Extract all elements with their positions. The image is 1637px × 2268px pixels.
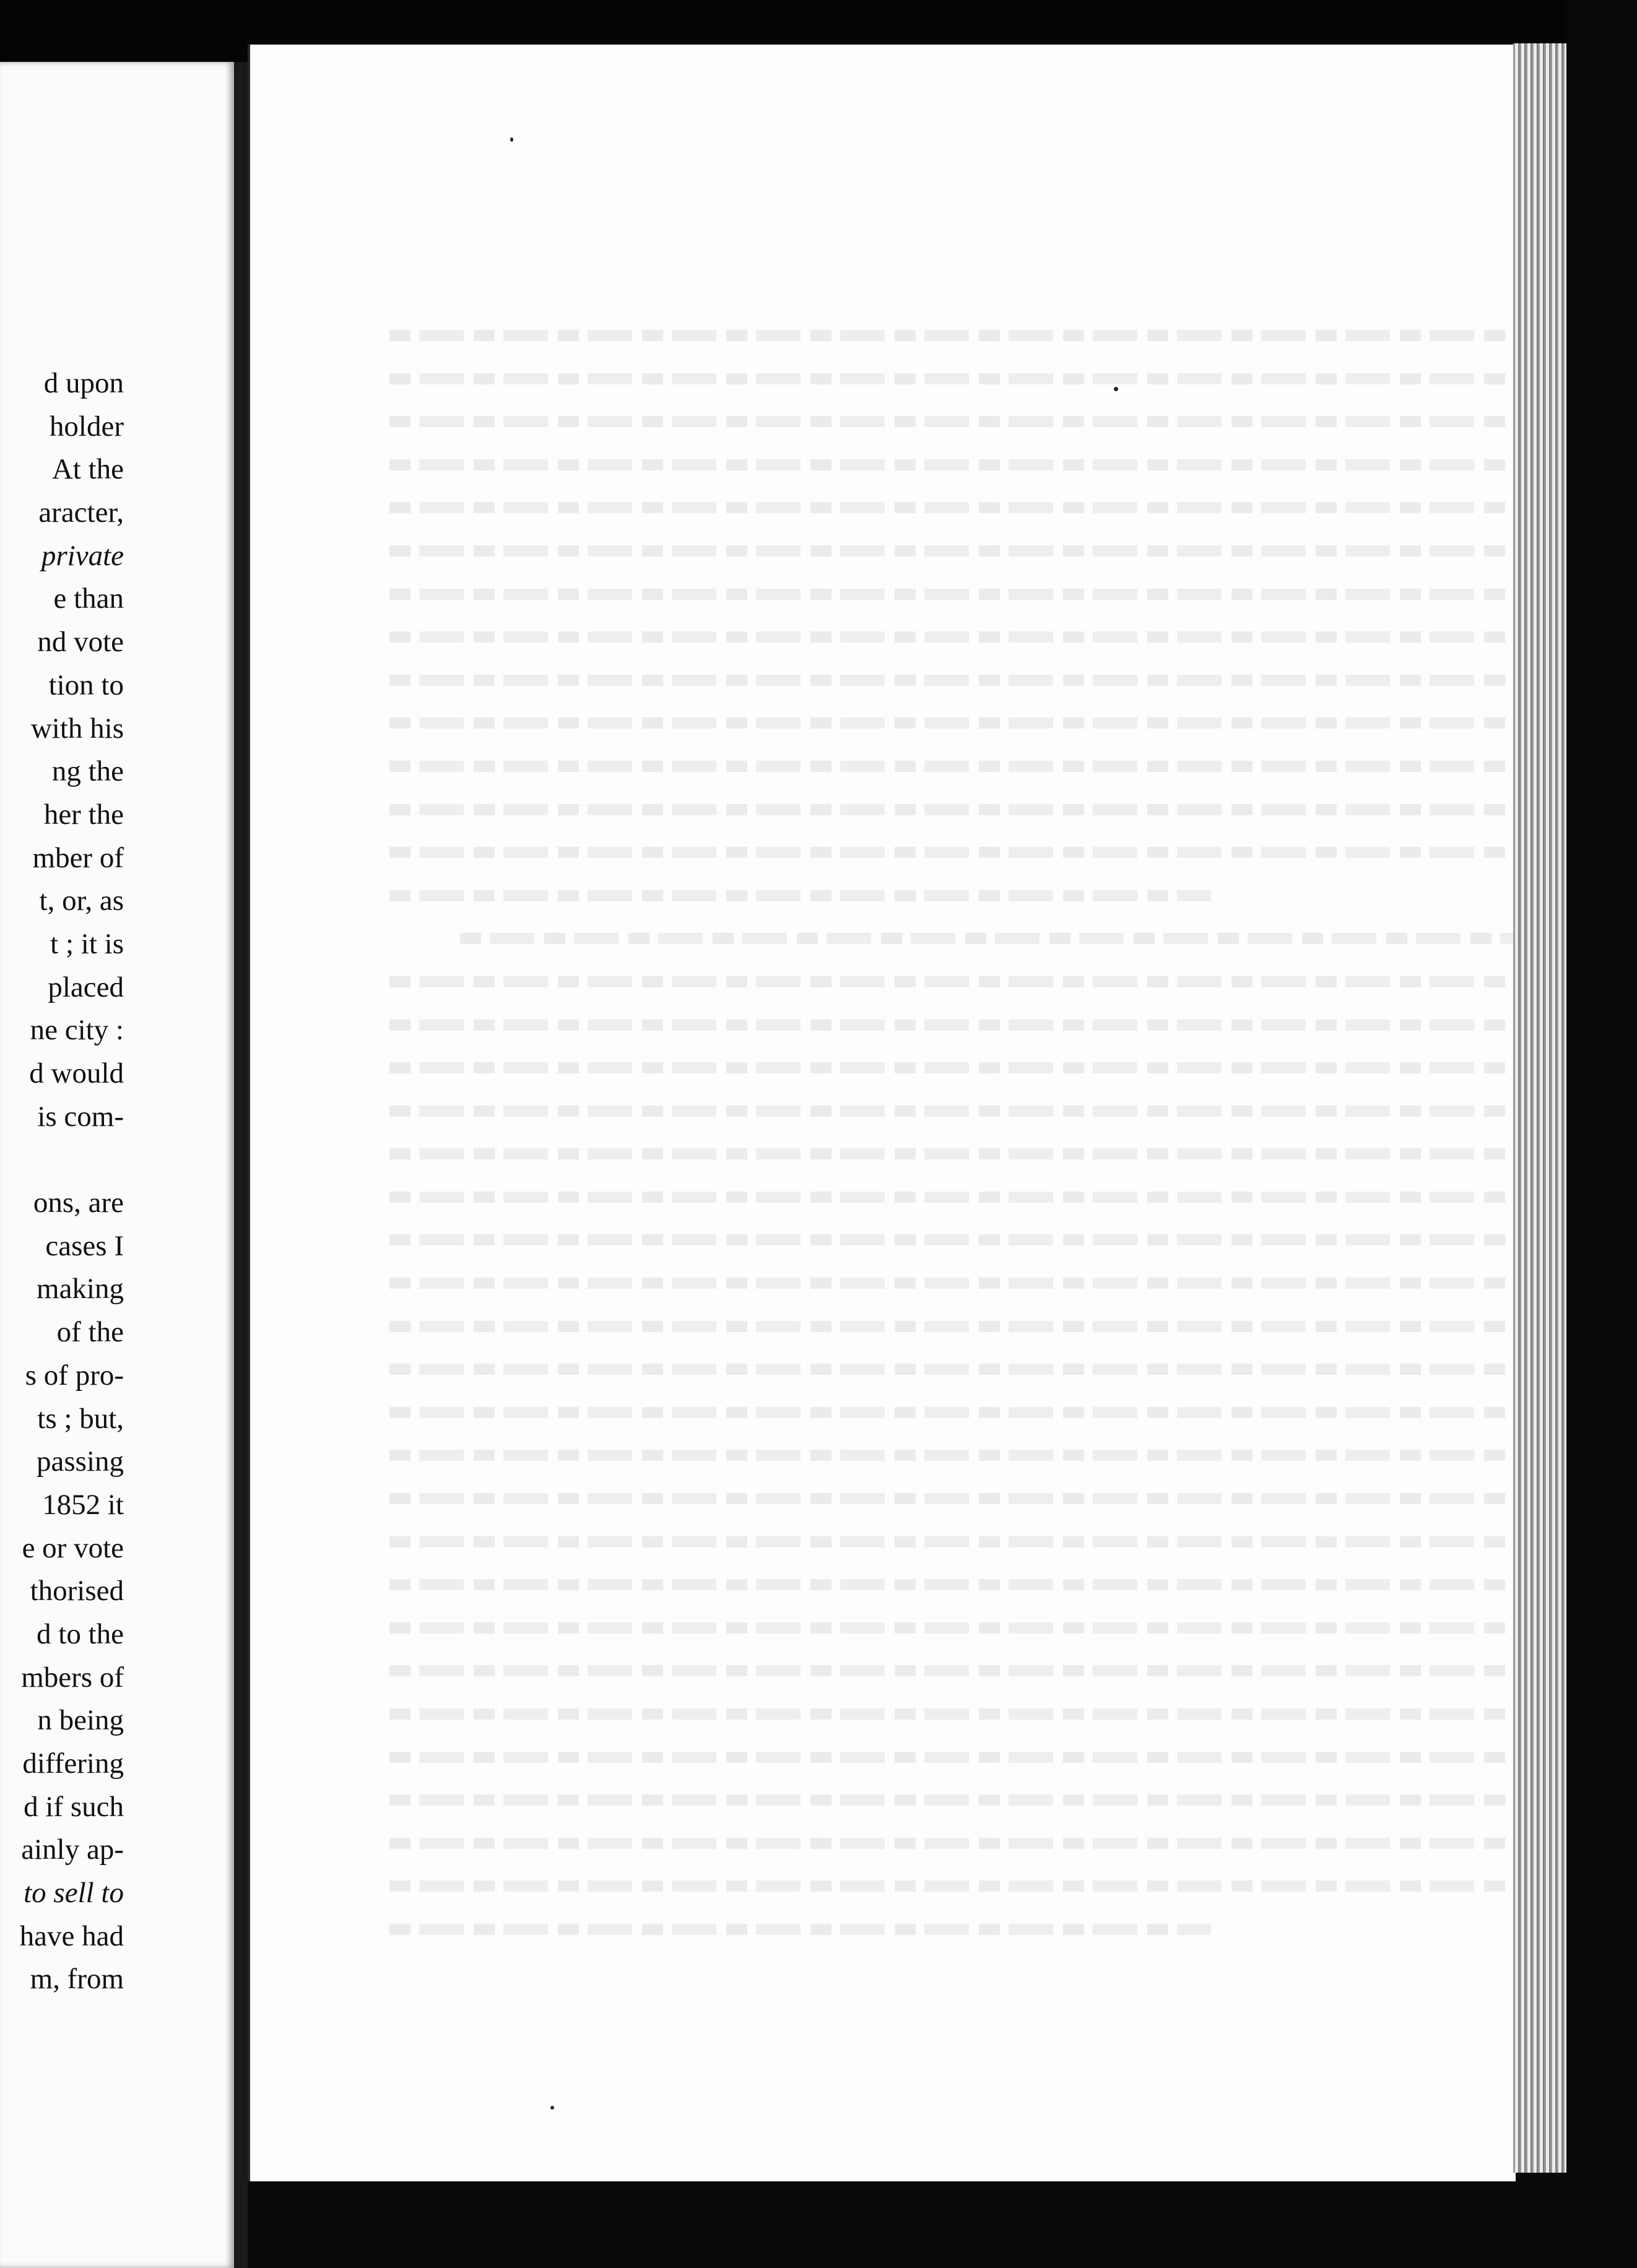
left-text-line: cases I: [45, 1229, 124, 1262]
left-text-line: d would: [29, 1057, 124, 1089]
bleed-through-line: [389, 701, 1563, 745]
bleed-through-line: [389, 1736, 1563, 1779]
left-text-line: d upon: [43, 367, 124, 399]
bleed-through-text: [389, 314, 1563, 1951]
left-text-line: aracter,: [38, 496, 124, 529]
bleed-through-line: [389, 1218, 1563, 1262]
bleed-through-line: [389, 1778, 1563, 1822]
bleed-through-line: [389, 745, 1563, 788]
bleed-through-line: [389, 1305, 1563, 1348]
bleed-through-line: [389, 1520, 1563, 1564]
left-text-line: [0, 1138, 124, 1182]
bleed-through-line: [389, 1132, 1563, 1175]
left-text-line: of the: [56, 1316, 124, 1349]
left-text-line: holder: [49, 410, 124, 443]
bleed-through-line: [389, 1477, 1563, 1520]
left-text-line: making: [37, 1273, 124, 1305]
bleed-through-line: [389, 1046, 1563, 1089]
bleed-through-line: [389, 1649, 1563, 1692]
ink-speck: [1114, 387, 1118, 391]
left-page: [0, 62, 234, 2268]
bleed-through-line: [389, 1348, 1563, 1391]
ink-speck: [510, 137, 513, 142]
left-text-line: d to the: [37, 1617, 124, 1650]
bleed-through-line: [389, 1692, 1563, 1736]
bleed-through-line: [389, 1563, 1563, 1606]
left-text-line: differing: [22, 1747, 124, 1780]
bleed-through-line: [389, 314, 1563, 357]
bleed-through-line: [389, 1175, 1563, 1219]
left-text-line: m, from: [30, 1963, 124, 1996]
bleed-through-line: [389, 1003, 1563, 1047]
bleed-through-line: [389, 1606, 1563, 1650]
bleed-through-line: [389, 1822, 1563, 1865]
left-text-line: ng the: [51, 755, 124, 788]
left-text-line: At the: [51, 453, 124, 486]
left-text-line: to sell to: [24, 1877, 124, 1910]
left-text-line: t, or, as: [39, 885, 124, 917]
left-text-line: e or vote: [22, 1531, 124, 1564]
page-edges: [1513, 43, 1566, 2173]
bleed-through-line: [389, 788, 1563, 831]
left-text-line: with his: [30, 712, 124, 745]
left-text-line: e than: [53, 582, 124, 615]
bleed-through-line: [389, 1391, 1563, 1434]
bleed-through-line: [389, 960, 1563, 1003]
bleed-through-line: [389, 443, 1563, 487]
scan-background-right: [1566, 0, 1637, 2268]
bleed-through-line: [389, 1089, 1563, 1133]
bleed-through-line: [389, 874, 1563, 917]
bleed-through-line: [389, 615, 1563, 659]
left-text-line: thorised: [30, 1575, 124, 1608]
left-text-line: ts ; but,: [37, 1402, 124, 1435]
book-gutter: [234, 62, 248, 2268]
left-text-line: have had: [19, 1920, 124, 1952]
left-text-line: mber of: [32, 841, 124, 874]
left-text-line: ons, are: [33, 1187, 124, 1219]
left-page-text-column: [0, 362, 124, 2001]
left-text-line: n being: [37, 1704, 124, 1737]
bleed-through-line: [389, 1262, 1563, 1305]
bleed-through-line: [389, 573, 1563, 616]
bleed-through-line: [389, 1908, 1563, 1951]
left-text-line: 1852 it: [42, 1488, 124, 1521]
left-text-line: t ; it is: [50, 927, 124, 960]
left-text-line: ne city :: [30, 1014, 124, 1047]
bleed-through-line: [389, 400, 1563, 443]
bleed-through-line: [389, 1434, 1563, 1477]
bleed-through-line: [389, 529, 1563, 573]
left-text-line: mbers of: [21, 1661, 124, 1694]
left-text-line: s of pro-: [25, 1359, 124, 1392]
left-text-line: ainly ap-: [21, 1833, 124, 1866]
left-text-line: passing: [37, 1445, 124, 1478]
left-text-line: tion to: [48, 669, 124, 701]
bleed-through-line: [389, 486, 1563, 529]
bleed-through-line: [389, 357, 1563, 400]
left-text-line: private: [41, 539, 124, 572]
left-text-line: placed: [48, 971, 124, 1003]
right-page: [248, 45, 1516, 2181]
bleed-through-line: [389, 917, 1563, 960]
left-text-line: is com-: [37, 1100, 124, 1133]
bleed-through-line: [389, 831, 1563, 874]
bleed-through-line: [389, 659, 1563, 702]
left-text-line: d if such: [24, 1790, 124, 1823]
left-text-line: her the: [43, 798, 124, 831]
left-text-line: nd vote: [37, 626, 124, 659]
ink-speck: [550, 2106, 554, 2110]
bleed-through-line: [389, 1864, 1563, 1908]
